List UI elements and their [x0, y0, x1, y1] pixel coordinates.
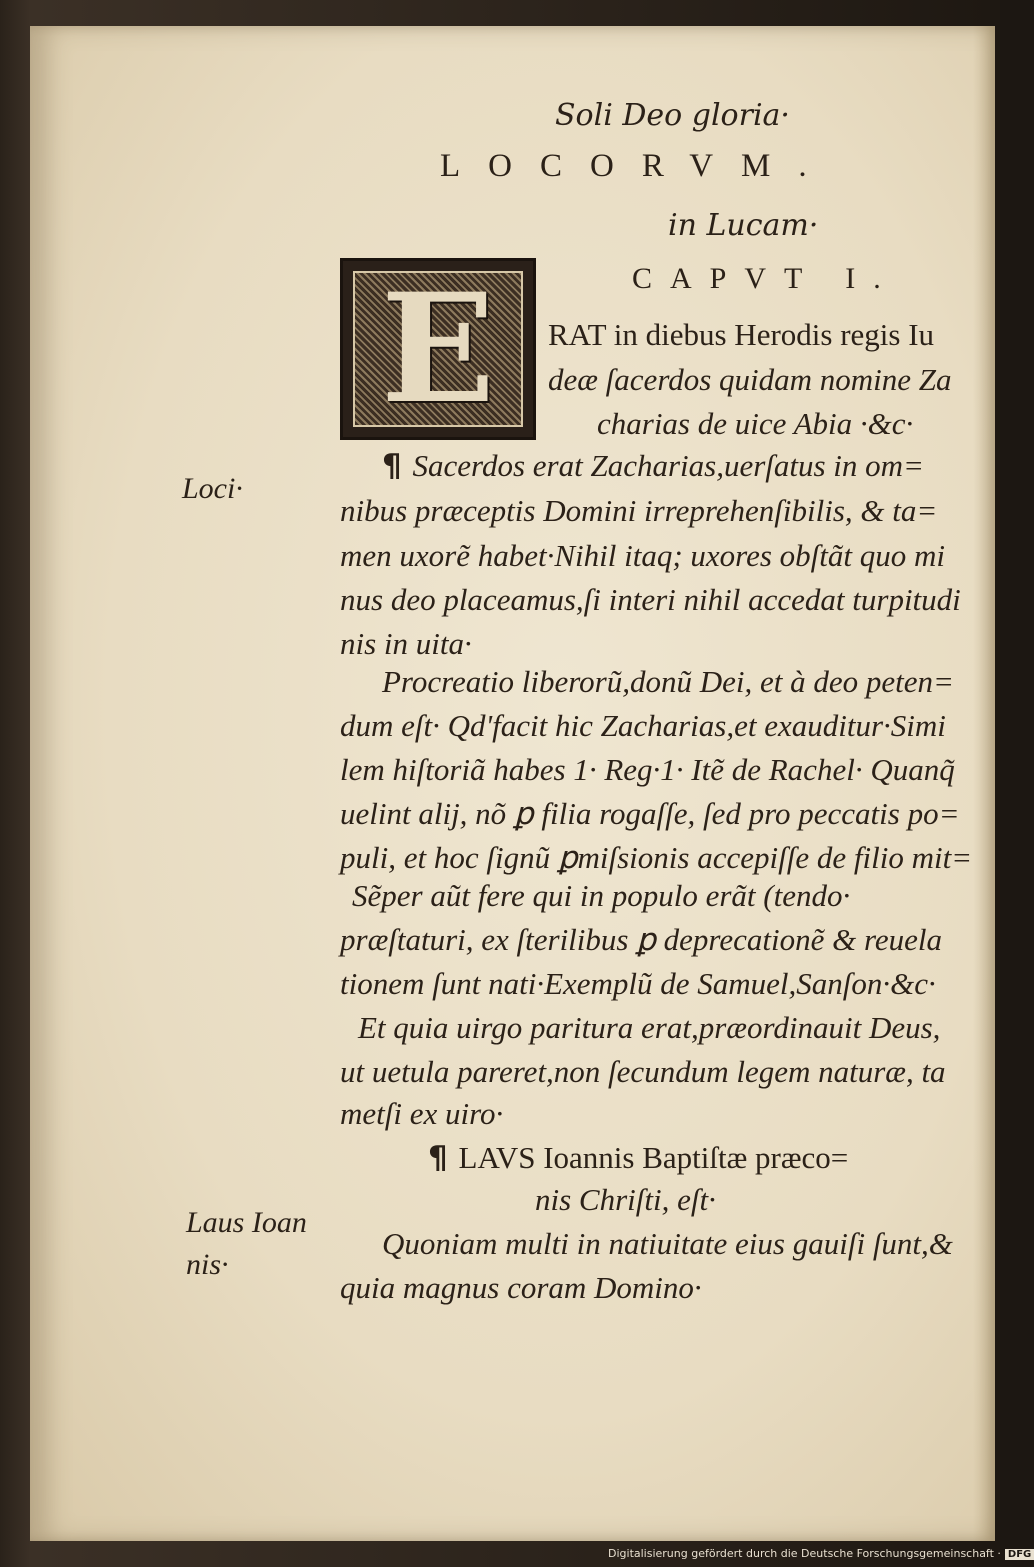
decorated-initial — [340, 258, 536, 440]
paragraph-1-line-1 — [382, 448, 924, 484]
section-heading-text: LAVS Ioannis Baptiſtæ præco= — [458, 1140, 849, 1175]
margin-note-loci: Loci· — [182, 472, 243, 505]
motto: Soli Deo gloria· — [555, 98, 790, 133]
paragraph-1-line-2: nibus præceptis Domini irreprehenſibilis, & ta= — [340, 493, 938, 528]
paragraph-1-line-5: nis in uita· — [340, 626, 472, 661]
section-heading-line-2: nis Chriſti, eſt· — [535, 1182, 716, 1217]
paragraph-3-line-2: quia magnus coram Domino· — [340, 1270, 702, 1305]
paragraph-mark-icon: ¶ — [382, 448, 413, 484]
subtitle: in Lucam· — [668, 208, 819, 243]
paragraph-2-line-2: dum eſt· Qd'facit hic Zacharias,et exauditur·Simi — [340, 708, 946, 743]
paragraph-1-line-3: men uxorẽ habet·Nihil itaq; uxores obſtãt quo mi — [340, 538, 945, 573]
paragraph-mark-icon: ¶ — [428, 1140, 459, 1176]
margin-note-laus-1: Laus Ioan — [186, 1206, 307, 1239]
paragraph-2-line-9: Et quia uirgo paritura erat,præordinauit Deus, — [358, 1010, 941, 1045]
paragraph-1-line-4: nus deo placeamus,ſi interi nihil accedat turpitudi — [340, 582, 961, 617]
paragraph-2-line-10: ut uetula pareret,non ſecundum legem naturæ, ta — [340, 1054, 946, 1089]
dfg-logo: DFG — [1005, 1549, 1034, 1560]
paragraph-2-line-4: uelint alij, nõ ꝑ filia rogaſſe, ſed pro peccatis po= — [340, 796, 960, 831]
chapter-heading: CAPVT I. — [632, 262, 899, 295]
paragraph-3-line-1: Quoniam multi in natiuitate eius gauiſi ſunt,& — [382, 1226, 953, 1261]
paragraph-2-line-5: puli, et hoc ſignũ ꝑmiſsionis accepiſſe de filio mit= — [340, 840, 973, 875]
initial-ornament — [353, 261, 523, 437]
initial-letter: E — [380, 261, 496, 437]
lead-line-3: charias de uice Abia ·&c· — [597, 406, 914, 441]
paragraph-2-line-6: Sẽper aũt fere qui in populo erãt (tendo· — [352, 878, 851, 913]
paragraph-2-line-3: lem hiſtoriã habes 1· Reg·1· Itẽ de Rachel· Quanq̃ — [340, 752, 955, 787]
lead-line-2: deæ ſacerdos quidam nomine Za — [548, 362, 952, 397]
paragraph-2-line-7: præſtaturi, ex ſterilibus ꝑ deprecationẽ & reuela — [340, 922, 942, 957]
paragraph-1-text: Sacerdos erat Zacharias,uerſatus in om= — [412, 448, 924, 483]
paragraph-2-line-1: Procreatio liberorũ,donũ Dei, et à deo peten= — [382, 664, 954, 699]
lead-line-1: RAT in diebus Herodis regis Iu — [548, 317, 935, 352]
page-edge — [973, 26, 995, 1541]
margin-note-laus-2: nis· — [186, 1248, 229, 1281]
section-heading-line-1 — [428, 1140, 848, 1176]
paragraph-2-line-11: metſi ex uiro· — [340, 1096, 504, 1131]
page-title: LOCORVM. — [440, 148, 835, 184]
digitization-credit — [608, 1547, 1034, 1560]
paragraph-2-line-8: tionem ſunt nati·Exemplũ de Samuel,Sanſon·&c· — [340, 966, 936, 1001]
credit-text: Digitalisierung gefördert durch die Deutsche Forschungsgemeinschaft · — [608, 1547, 1001, 1560]
